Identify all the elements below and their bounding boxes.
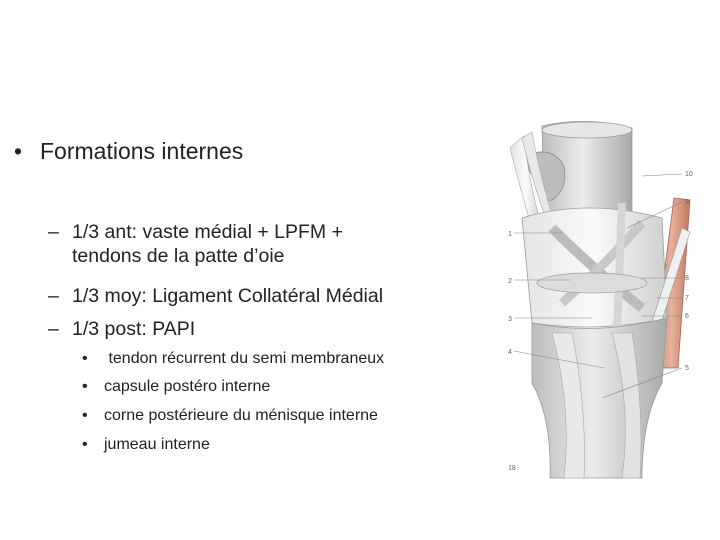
list-item-text: 1/3 ant: vaste médial + LPFM + <box>72 221 343 243</box>
list-item-text: 1/3 moy: Ligament Collatéral Médial <box>72 285 384 307</box>
tibia <box>532 318 667 478</box>
bullet-icon: • <box>14 138 23 164</box>
figure-label-6: 6 <box>685 313 689 320</box>
sub-item-text: corne postérieure du ménisque interne <box>104 407 378 424</box>
sub-item-text: jumeau interne <box>104 436 210 453</box>
list-item-moy <box>48 284 383 308</box>
sub-item <box>82 350 384 368</box>
sub-item <box>82 436 210 454</box>
dash-icon: – <box>48 285 59 307</box>
ligament-band <box>617 203 622 333</box>
sub-item-text: capsule postéro interne <box>104 378 271 395</box>
figure-label-2: 2 <box>508 278 512 285</box>
sub-item <box>82 378 270 396</box>
bullet-icon: • <box>82 436 88 453</box>
figure-label-7: 7 <box>685 295 689 302</box>
list-item-post <box>48 317 195 341</box>
sub-item-text: tendon récurrent du semi membraneux <box>104 350 385 367</box>
dash-icon: – <box>48 221 59 243</box>
bullet-icon: • <box>82 350 88 367</box>
heading-text: Formations internes <box>40 138 244 164</box>
list-item-continuation: tendons de la patte d’oie <box>72 245 285 267</box>
bullet-icon: • <box>82 407 88 424</box>
heading-row <box>14 138 243 165</box>
figure-label-3: 3 <box>508 316 512 323</box>
figure-label-5: 5 <box>685 365 689 372</box>
bullet-icon: • <box>82 378 88 395</box>
figure-label-1: 1 <box>508 231 512 238</box>
figure-corner-mark: 18 <box>508 465 516 472</box>
list-item-text: 1/3 post: PAPI <box>72 318 196 340</box>
sub-item <box>82 407 378 425</box>
figure-label-9: 9 <box>685 199 689 206</box>
knee-anatomy-illustration <box>492 118 712 490</box>
figure-label-4: 4 <box>508 349 512 356</box>
dash-icon: – <box>48 318 59 340</box>
figure-label-8: 8 <box>685 275 689 282</box>
list-item-ant <box>48 220 343 268</box>
meniscus <box>537 273 647 293</box>
figure-label-10: 10 <box>685 171 693 178</box>
knee-drawing <box>492 118 712 490</box>
femur-top <box>542 122 632 138</box>
